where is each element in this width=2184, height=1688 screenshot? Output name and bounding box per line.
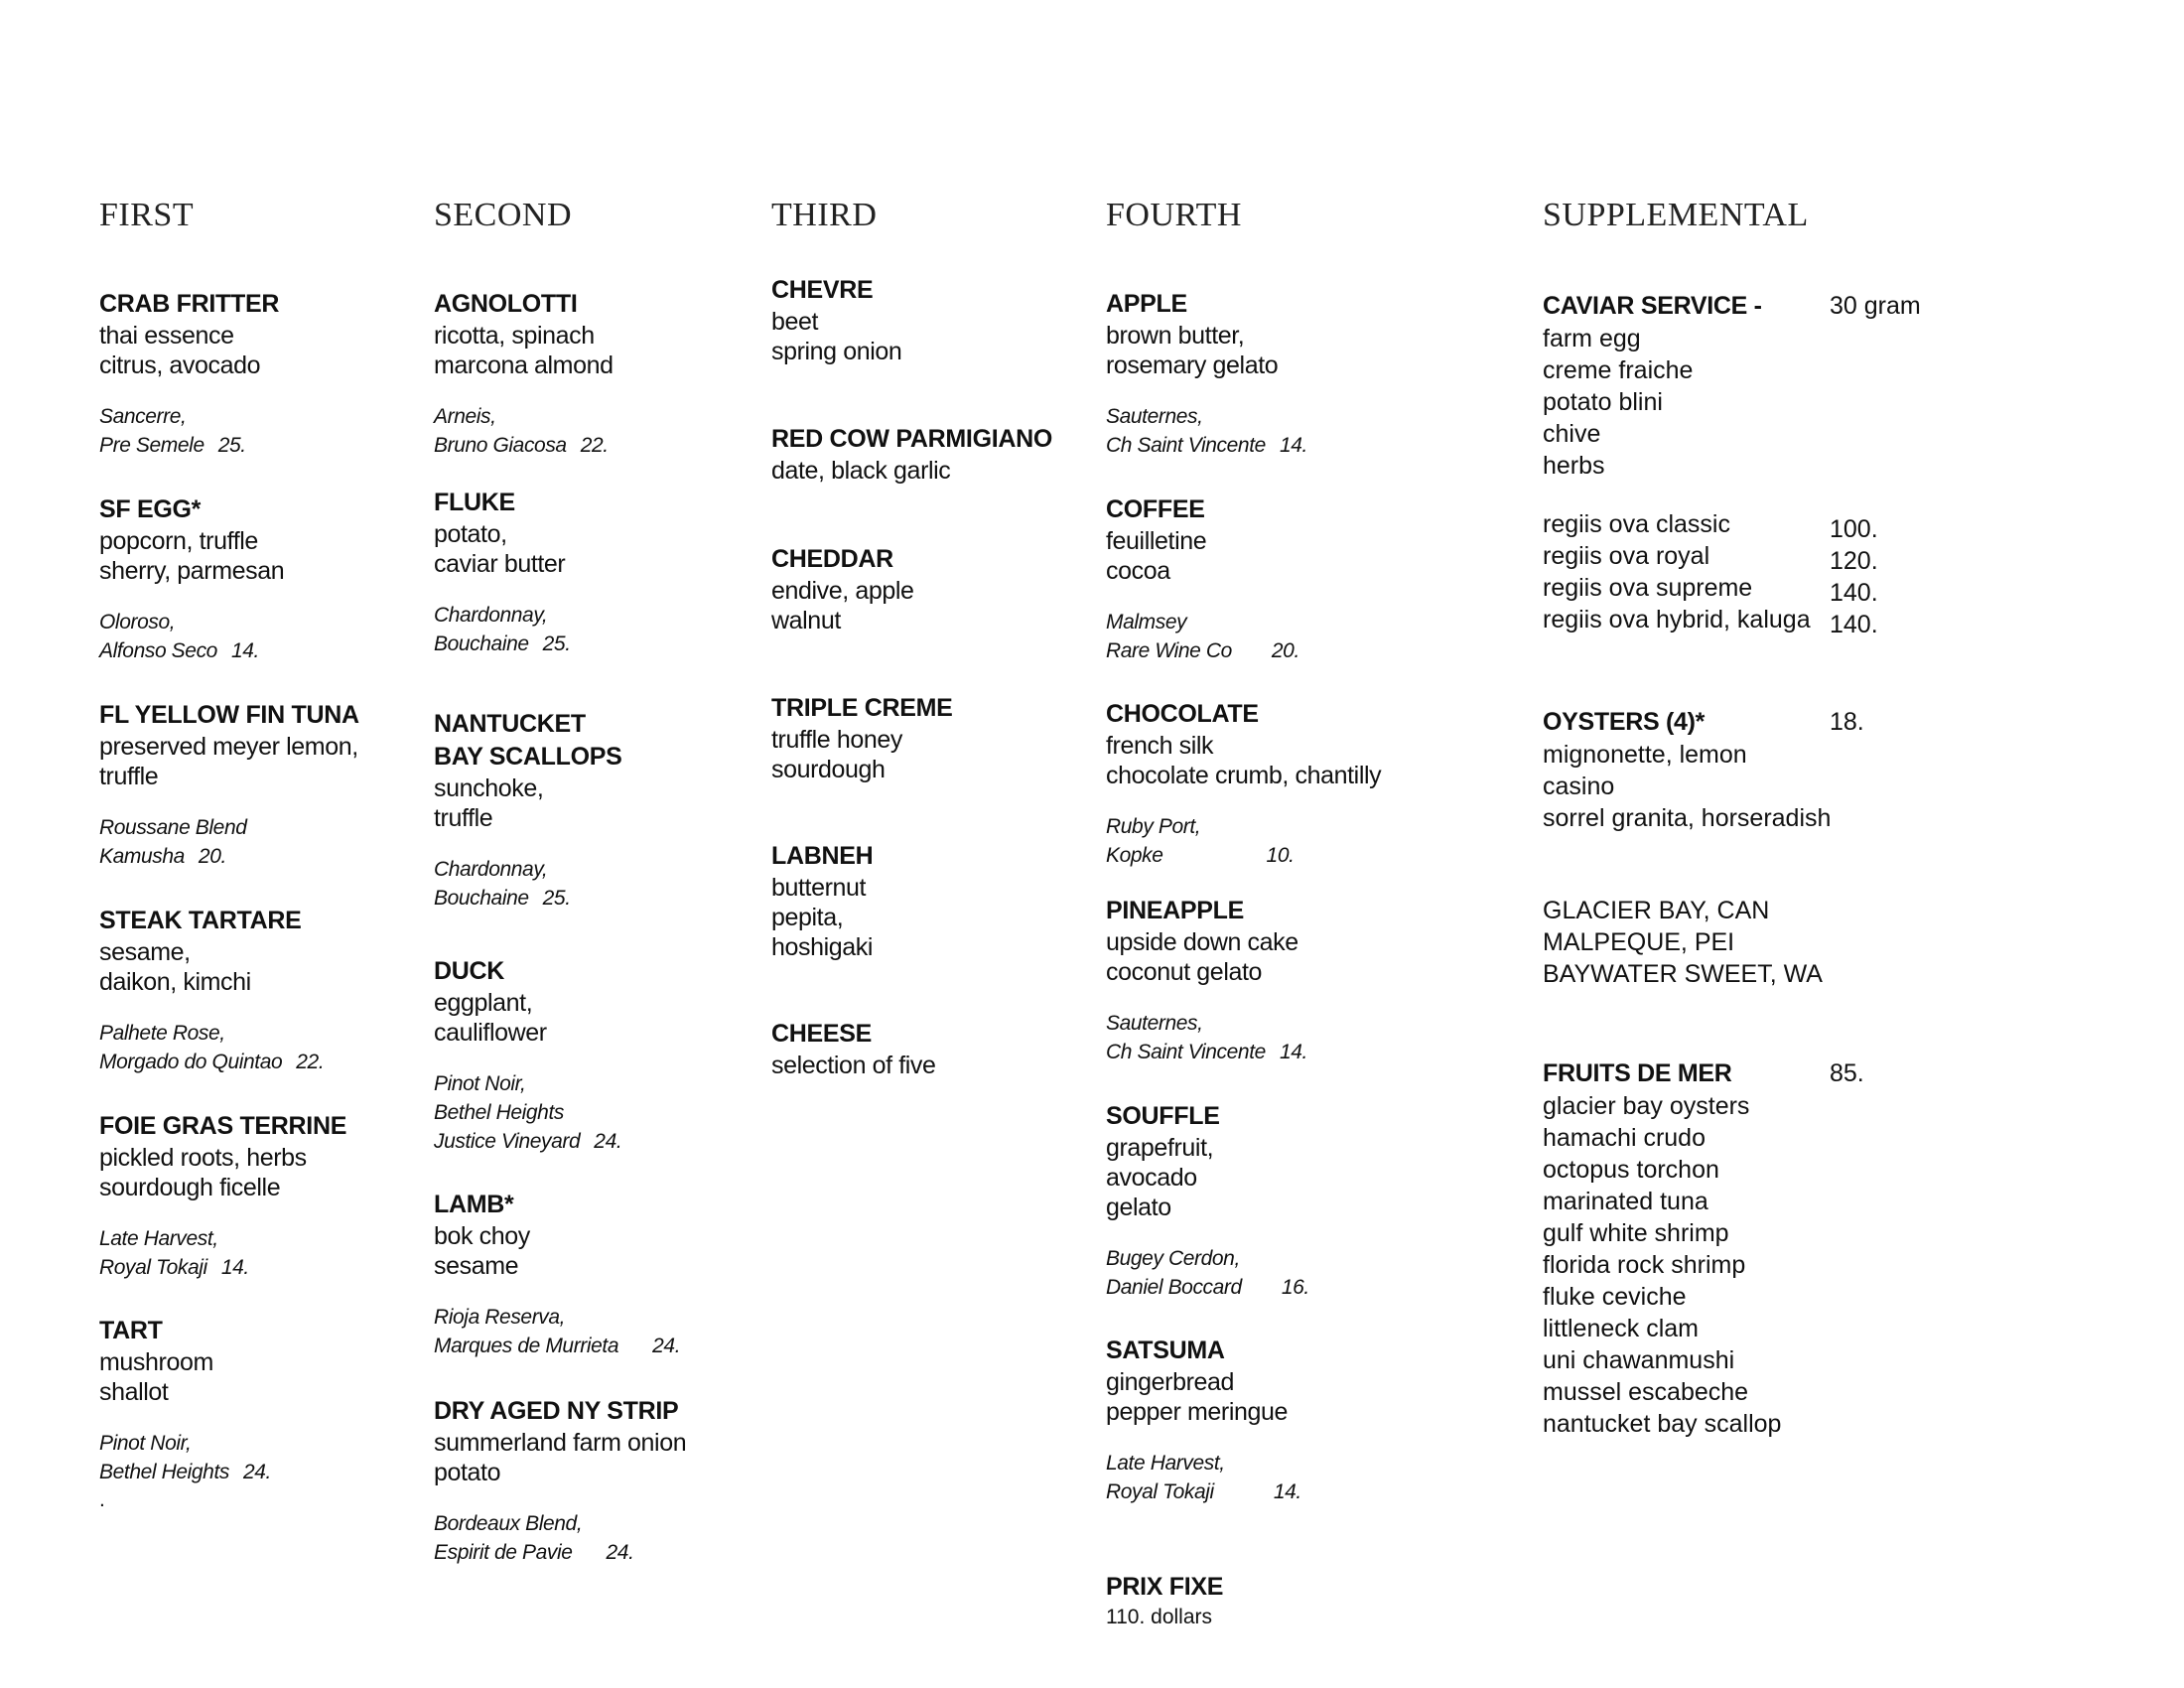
dessert-pineapple (1106, 895, 1307, 1066)
seafood-item: octopus torchon (1543, 1156, 1719, 1184)
dessert-coffee (1106, 493, 1299, 665)
dish-dry-aged-ny-strip (434, 1395, 686, 1567)
dish-desc: pickled roots, herbs (99, 1144, 307, 1172)
garnish: potato blini (1543, 388, 1663, 416)
wine-name: Sauternes, (1106, 1012, 1203, 1035)
dish-desc: cauliflower (434, 1019, 547, 1047)
caviar-option: regiis ova supreme (1543, 574, 1753, 602)
dish-agnolotti (434, 288, 614, 460)
oyster-origin: BAYWATER SWEET, WA (1543, 960, 1823, 988)
dish-foie-gras-terrine (99, 1110, 346, 1282)
dish-tart (99, 1315, 271, 1514)
wine-producer: Pre Semele (99, 434, 205, 457)
dish-desc: truffle (99, 763, 159, 790)
wine-price: 22. (580, 434, 609, 457)
dish-sf-egg (99, 493, 284, 665)
oysters-price: 18. (1830, 708, 1864, 736)
seafood-item: gulf white shrimp (1543, 1219, 1729, 1247)
wine-producer: Bouchaine (434, 633, 529, 655)
wine-price: 14. (220, 1256, 249, 1279)
wine-price: 14. (1279, 1041, 1307, 1063)
dish-title-line2: BAY SCALLOPS (434, 743, 622, 771)
dish-desc: potato, (434, 520, 507, 548)
seafood-item: glacier bay oysters (1543, 1092, 1750, 1120)
dish-title: FLUKE (434, 489, 515, 516)
dessert-apple (1106, 288, 1307, 460)
wine-price: 22. (296, 1051, 325, 1073)
dish-title: PINEAPPLE (1106, 897, 1244, 924)
dish-desc: french silk (1106, 732, 1214, 760)
dish-title: SATSUMA (1106, 1336, 1225, 1364)
dish-desc: potato (434, 1459, 501, 1486)
dish-title: CHEESE (771, 1020, 873, 1048)
wine-name: Oloroso, (99, 611, 176, 633)
wine-producer: Royal Tokaji (99, 1256, 207, 1279)
dish-desc: shallot (99, 1378, 169, 1406)
wine-producer: Kopke (1106, 844, 1163, 867)
garnish: chive (1543, 420, 1601, 448)
garnish: farm egg (1543, 325, 1641, 352)
dish-title: FOIE GRAS TERRINE (99, 1112, 347, 1140)
oyster-prep: casino (1543, 773, 1615, 800)
heading-second: SECOND (434, 197, 573, 233)
dish-desc: sunchoke, (434, 774, 544, 802)
dish-title: CHOCOLATE (1106, 700, 1259, 728)
caviar-prices (1830, 513, 1878, 640)
caviar-price: 100. (1830, 515, 1878, 543)
dish-desc: beet (771, 308, 819, 336)
dish-desc: sourdough (771, 756, 886, 783)
dish-desc: avocado (1106, 1164, 1197, 1192)
wine-producer: Bethel Heights (99, 1461, 229, 1483)
wine-producer: Marques de Murrieta (434, 1335, 619, 1357)
seafood-item: littleneck clam (1543, 1315, 1699, 1342)
dish-title: DUCK (434, 957, 505, 985)
wine-price: 24. (652, 1335, 681, 1357)
cheese-cheddar (771, 543, 914, 635)
dish-desc: date, black garlic (771, 457, 951, 485)
dish-desc: butternut (771, 874, 867, 902)
dish-title: APPLE (1106, 290, 1187, 318)
dish-title: FL YELLOW FIN TUNA (99, 701, 359, 729)
wine-name: Bugey Cerdon, (1106, 1247, 1240, 1270)
dish-desc: thai essence (99, 322, 234, 350)
dish-nantucket-bay-scallops (434, 708, 622, 913)
heading-fourth: FOURTH (1106, 197, 1242, 233)
seafood-item: uni chawanmushi (1543, 1346, 1735, 1374)
wine-producer: Bruno Giacosa (434, 434, 567, 457)
caviar-option: regiis ova classic (1543, 510, 1730, 538)
dish-desc: chocolate crumb, chantilly (1106, 762, 1382, 789)
wine-price: 16. (1281, 1276, 1309, 1299)
wine-name: Pinot Noir, (99, 1432, 192, 1455)
dish-desc: gingerbread (1106, 1368, 1235, 1396)
oyster-prep: sorrel granita, horseradish (1543, 804, 1832, 832)
wine-name: Chardonnay, (434, 858, 548, 881)
wine-name: Ruby Port, (1106, 815, 1201, 838)
oyster-prep: mignonette, lemon (1543, 741, 1747, 769)
dessert-satsuma (1106, 1335, 1301, 1506)
wine-price: 25. (542, 633, 571, 655)
wine-price: 24. (606, 1541, 634, 1564)
wine-price: 24. (594, 1130, 622, 1153)
dish-desc: rosemary gelato (1106, 352, 1279, 379)
dish-title: TRIPLE CREME (771, 694, 953, 722)
dish-title: NANTUCKET (434, 710, 586, 738)
dish-desc: marcona almond (434, 352, 614, 379)
dish-desc: feuilletine (1106, 527, 1207, 555)
dish-title: TART (99, 1317, 163, 1344)
caviar-option: regiis ova royal (1543, 542, 1710, 570)
wine-producer: Espirit de Pavie (434, 1541, 573, 1564)
wine-producer: Rare Wine Co (1106, 639, 1232, 662)
dish-title: LAMB* (434, 1191, 514, 1218)
cheese-triple-creme (771, 692, 953, 784)
dish-desc: ricotta, spinach (434, 322, 595, 350)
cheese-labneh (771, 840, 873, 962)
wine-name: Palhete Rose, (99, 1022, 225, 1045)
oyster-origin: MALPEQUE, PEI (1543, 928, 1735, 956)
dish-desc: grapefruit, (1106, 1134, 1214, 1162)
fruits-de-mer (1543, 1057, 1781, 1440)
dish-title: LABNEH (771, 842, 874, 870)
caviar-option: regiis ova hybrid, kaluga (1543, 606, 1811, 633)
dish-desc: bok choy (434, 1222, 530, 1250)
wine-producer: Royal Tokaji (1106, 1480, 1214, 1503)
wine-producer: Bethel Heights (434, 1101, 564, 1124)
dessert-souffle (1106, 1100, 1309, 1302)
wine-producer: Alfonso Seco (99, 639, 217, 662)
dish-title: SOUFFLE (1106, 1102, 1220, 1130)
dish-desc: summerland farm onion (434, 1429, 687, 1457)
dish-desc: sesame (434, 1252, 519, 1280)
dish-title: CAVIAR SERVICE - (1543, 292, 1762, 320)
dish-desc: upside down cake (1106, 928, 1298, 956)
prix-fixe-title: PRIX FIXE (1106, 1573, 1224, 1601)
dish-title: RED COW PARMIGIANO (771, 425, 1053, 453)
wine-price: 20. (1271, 639, 1299, 662)
dish-title: CHEVRE (771, 276, 874, 304)
wine-price: 20. (198, 845, 226, 868)
dish-desc: spring onion (771, 338, 902, 365)
dish-desc: gelato (1106, 1194, 1171, 1221)
wine-name: Roussane Blend (99, 816, 247, 839)
dish-title: CRAB FRITTER (99, 290, 280, 318)
garnish: creme fraiche (1543, 356, 1694, 384)
cheese-red-cow-parmigiano (771, 423, 1052, 486)
wine-price: 25. (542, 887, 571, 910)
wine-price: 10. (1266, 844, 1295, 867)
wine-price: 24. (242, 1461, 271, 1483)
dish-title: SF EGG* (99, 495, 202, 523)
wine-producer: Ch Saint Vincente (1106, 1041, 1266, 1063)
wine-price: 14. (1279, 434, 1307, 457)
seafood-item: florida rock shrimp (1543, 1251, 1746, 1279)
heading-first: FIRST (99, 197, 195, 233)
dish-fluke (434, 487, 571, 658)
dish-crab-fritter (99, 288, 279, 460)
dish-desc: pepper meringue (1106, 1398, 1289, 1426)
wine-producer: Bouchaine (434, 887, 529, 910)
seafood-item: fluke ceviche (1543, 1283, 1687, 1311)
cheese-chevre (771, 274, 901, 366)
fruits-de-mer-price: 85. (1830, 1059, 1864, 1087)
dish-title: CHEDDAR (771, 545, 893, 573)
prix-fixe-price: 110. dollars (1106, 1606, 1213, 1628)
dish-desc: caviar butter (434, 550, 566, 578)
wine-name: Arneis, (434, 405, 496, 428)
caviar-service (1543, 290, 1811, 635)
wine-vineyard: Justice Vineyard (434, 1130, 581, 1153)
wine-price: 14. (1273, 1480, 1301, 1503)
heading-supplemental: SUPPLEMENTAL (1543, 197, 1809, 233)
prix-fixe (1106, 1571, 1223, 1631)
wine-price: 14. (230, 639, 259, 662)
dish-title: AGNOLOTTI (434, 290, 578, 318)
dish-fl-yellow-fin-tuna (99, 699, 359, 871)
dessert-chocolate (1106, 698, 1381, 870)
oyster-origin: GLACIER BAY, CAN (1543, 897, 1770, 924)
wine-name: Sancerre, (99, 405, 187, 428)
dish-steak-tartare (99, 905, 324, 1076)
dish-desc: brown butter, (1106, 322, 1245, 350)
dish-desc: popcorn, truffle (99, 527, 258, 555)
wine-name: Rioja Reserva, (434, 1306, 566, 1329)
heading-third: THIRD (771, 197, 878, 233)
dish-desc: sourdough ficelle (99, 1174, 281, 1201)
dish-title: OYSTERS (4)* (1543, 708, 1706, 736)
dish-desc: walnut (771, 607, 841, 634)
dish-desc: preserved meyer lemon, (99, 733, 358, 761)
dish-desc: truffle (434, 804, 493, 832)
dish-title: COFFEE (1106, 495, 1205, 523)
caviar-price: 140. (1830, 611, 1878, 638)
dish-desc: eggplant, (434, 989, 533, 1017)
wine-name: Sauternes, (1106, 405, 1203, 428)
wine-name: Pinot Noir, (434, 1072, 526, 1095)
dish-title: FRUITS DE MER (1543, 1059, 1732, 1087)
caviar-size: 30 gram (1830, 292, 1921, 320)
wine-producer: Kamusha (99, 845, 185, 868)
cheese-selection (771, 1018, 936, 1080)
seafood-item: mussel escabeche (1543, 1378, 1749, 1406)
garnish: herbs (1543, 452, 1605, 480)
dish-desc: endive, apple (771, 577, 914, 605)
wine-producer: Ch Saint Vincente (1106, 434, 1266, 457)
dish-title: STEAK TARTARE (99, 907, 302, 934)
dish-desc: truffle honey (771, 726, 902, 754)
trailing-dot: . (99, 1488, 105, 1511)
dish-lamb (434, 1189, 680, 1360)
dish-desc: daikon, kimchi (99, 968, 251, 996)
wine-name: Late Harvest, (1106, 1452, 1225, 1475)
wine-price: 25. (217, 434, 246, 457)
caviar-price: 120. (1830, 547, 1878, 575)
seafood-item: nantucket bay scallop (1543, 1410, 1782, 1438)
dish-desc: sherry, parmesan (99, 557, 285, 585)
dish-desc: hoshigaki (771, 933, 874, 961)
dish-desc: selection of five (771, 1052, 936, 1079)
wine-name: Late Harvest, (99, 1227, 218, 1250)
dish-desc: sesame, (99, 938, 191, 966)
oysters (1543, 706, 1831, 990)
dish-desc: citrus, avocado (99, 352, 261, 379)
dish-title: DRY AGED NY STRIP (434, 1397, 679, 1425)
wine-name: Bordeaux Blend, (434, 1512, 583, 1535)
wine-name: Chardonnay, (434, 604, 548, 627)
caviar-price: 140. (1830, 579, 1878, 607)
dish-desc: coconut gelato (1106, 958, 1263, 986)
dish-desc: pepita, (771, 904, 844, 931)
dish-duck (434, 955, 621, 1156)
seafood-item: marinated tuna (1543, 1188, 1708, 1215)
wine-producer: Daniel Boccard (1106, 1276, 1242, 1299)
dish-desc: cocoa (1106, 557, 1170, 585)
wine-name: Malmsey (1106, 611, 1187, 633)
dish-desc: mushroom (99, 1348, 213, 1376)
seafood-item: hamachi crudo (1543, 1124, 1706, 1152)
wine-producer: Morgado do Quintao (99, 1051, 283, 1073)
